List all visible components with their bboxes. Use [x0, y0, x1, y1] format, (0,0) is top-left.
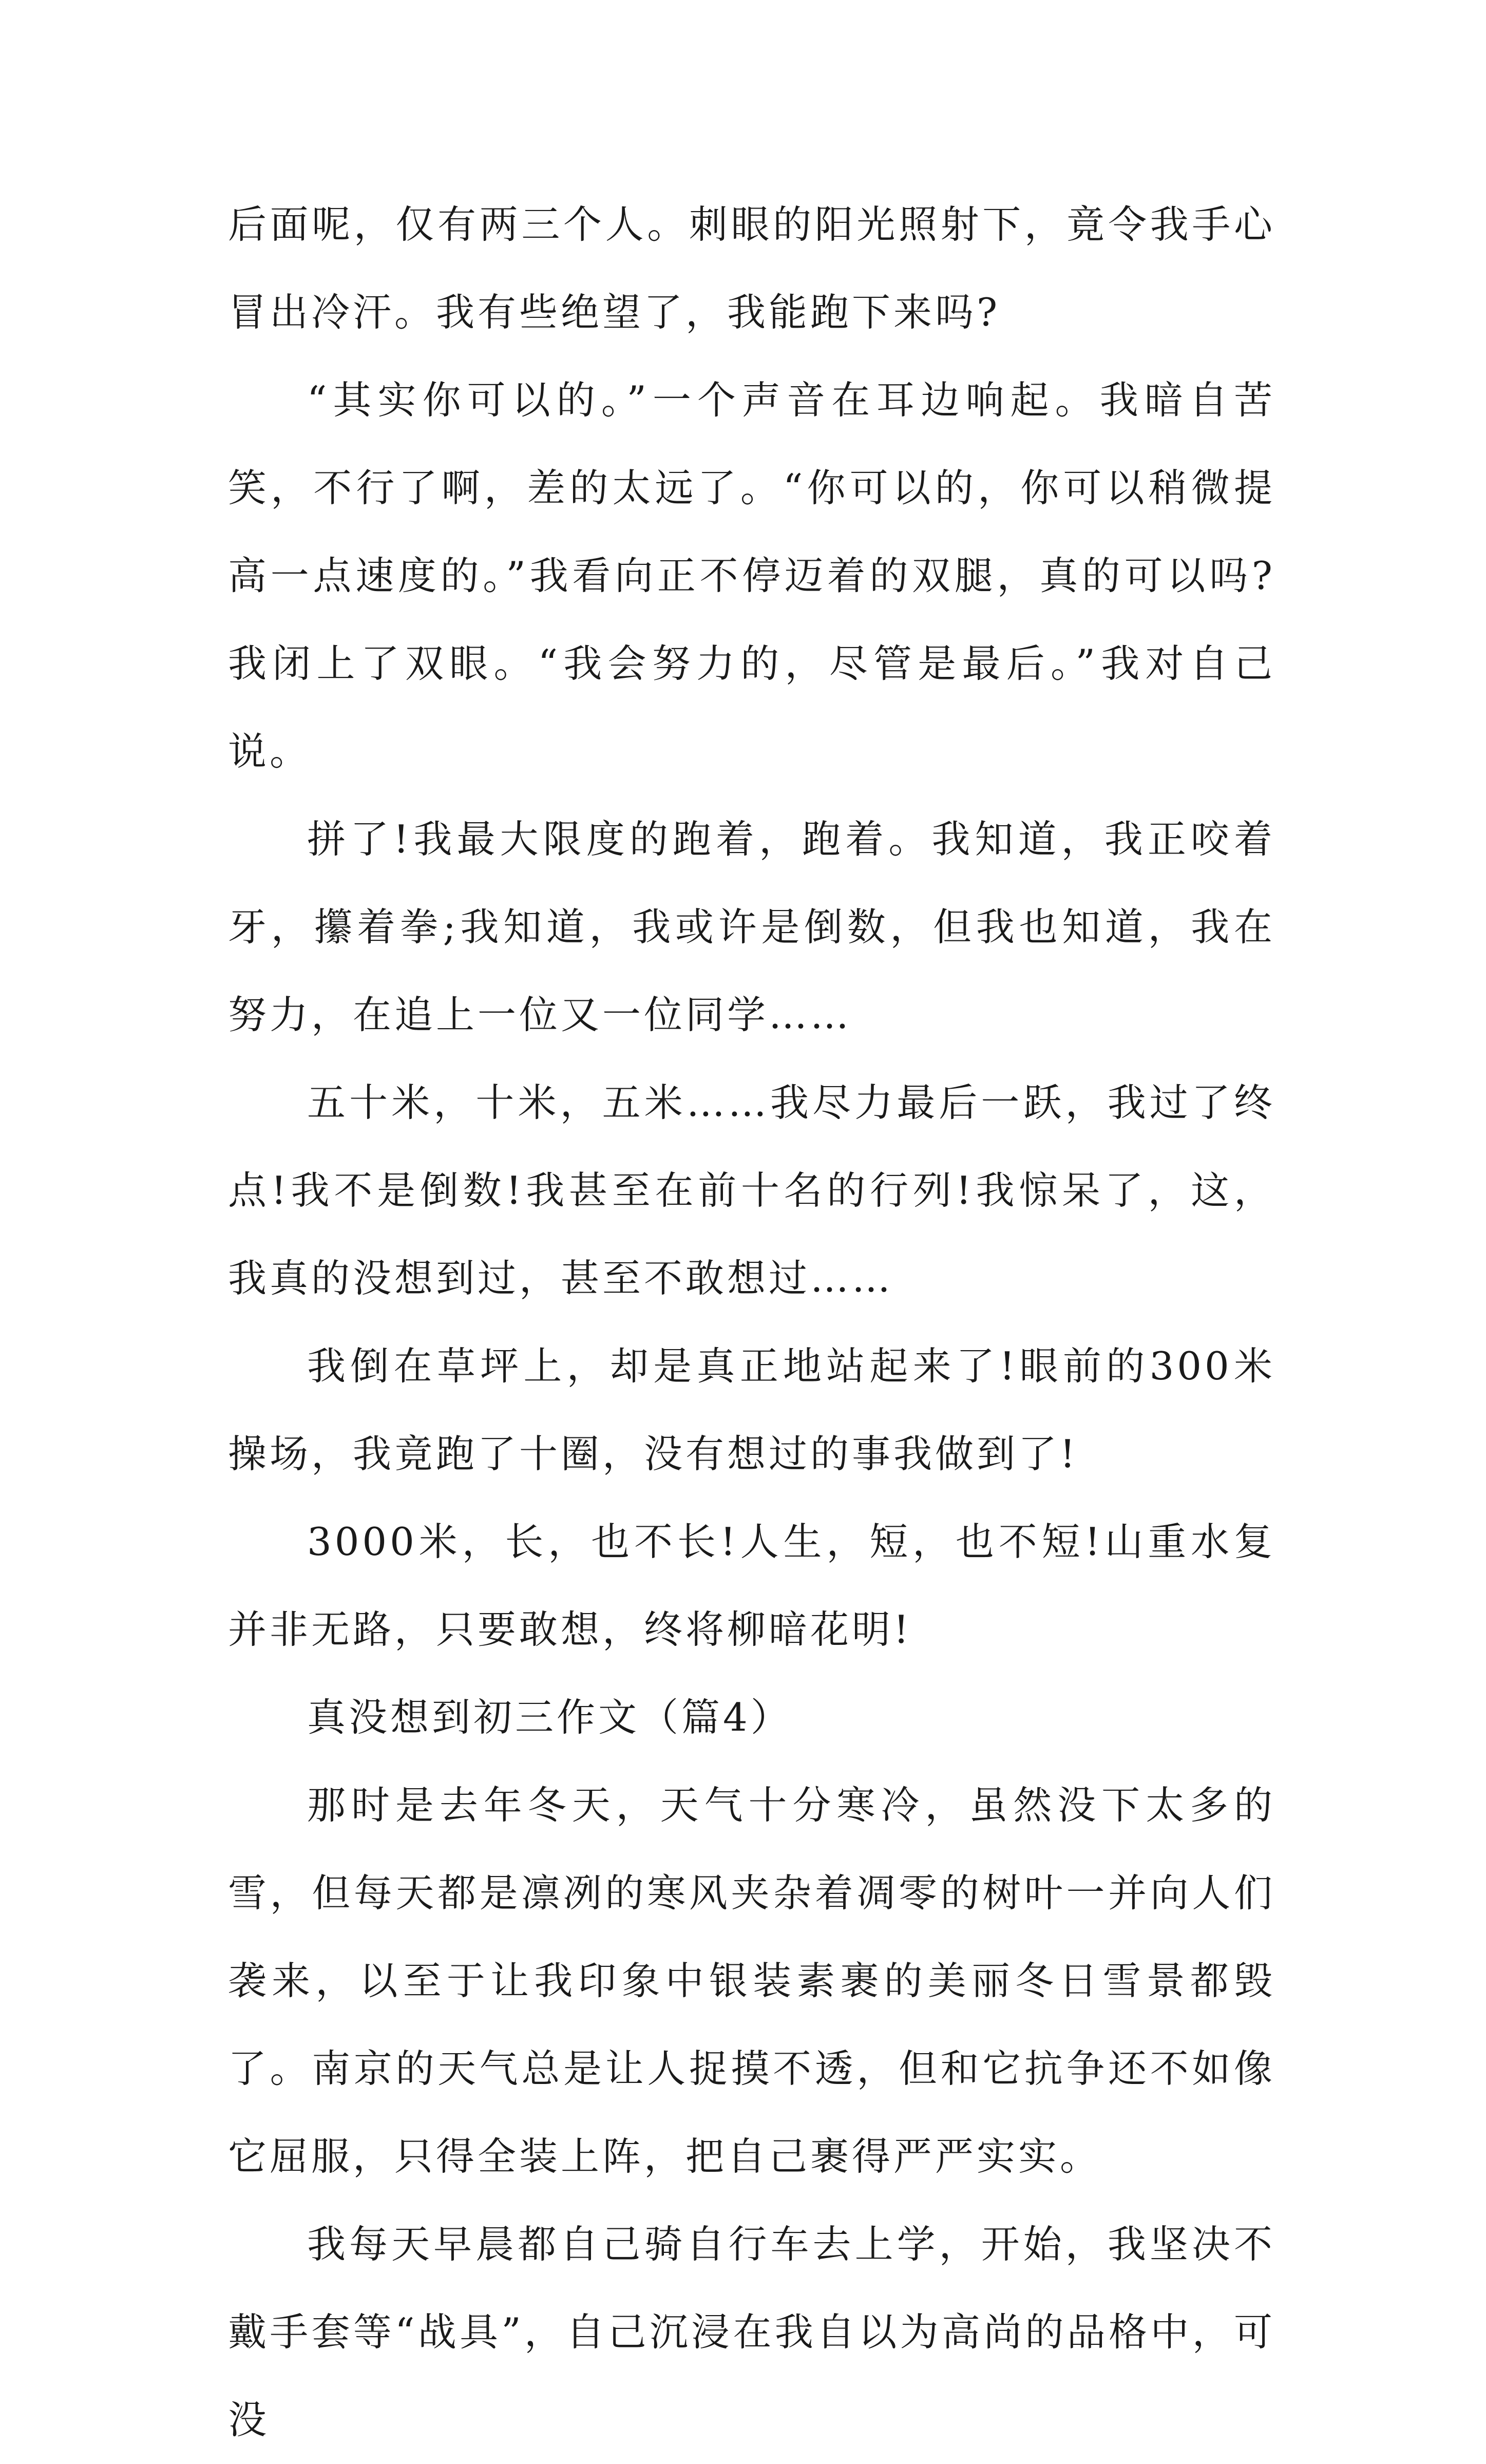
- paragraph-2: “其实你可以的。”一个声音在耳边响起。我暗自苦笑，不行了啊，差的太远了。“你可以的，你可以稍微提高一点速度的。”我看向正不停迈着的双腿，真的可以吗?我闭上了双眼。“我会努力的，尽管是最后。”我对自己说。: [228, 377, 1275, 774]
- paragraph-3: 拼了!我最大限度的跑着，跑着。我知道，我正咬着牙，攥着拳;我知道，我或许是倒数，但我也知道，我在努力，在追上一位又一位同学……: [228, 817, 1275, 1037]
- document-body: [228, 181, 1275, 2464]
- paragraph-9: 我每天早晨都自己骑自行车去上学，开始，我坚决不戴手套等“战具”，自己沉浸在我自以为高尚的品格中，可没: [228, 2222, 1275, 2442]
- paragraph-4: 五十米，十米，五米……我尽力最后一跃，我过了终点!我不是倒数!我甚至在前十名的行列!我惊呆了，这，我真的没想到过，甚至不敢想过……: [228, 1080, 1275, 1301]
- paragraph-8: 那时是去年冬天，天气十分寒冷，虽然没下太多的雪，但每天都是凛冽的寒风夹杂着凋零的树叶一并向人们袭来，以至于让我印象中银装素裹的美丽冬日雪景都毁了。南京的天气总是让人捉摸不透，但和它抗争还不如像它屈服，只得全装上阵，把自己裹得严严实实。: [228, 1783, 1275, 2179]
- paragraph-6: 3000米，长，也不长!人生，短，也不短!山重水复并非无路，只要敢想，终将柳暗花明!: [228, 1519, 1275, 1652]
- section-heading: 真没想到初三作文（篇4）: [307, 1695, 792, 1740]
- paragraph-5: 我倒在草坪上，却是真正地站起来了!眼前的300米操场，我竟跑了十圈，没有想过的事我做到了!: [228, 1343, 1275, 1476]
- paragraph-1: 后面呢，仅有两三个人。刺眼的阳光照射下，竟令我手心冒出冷汗。我有些绝望了，我能跑下来吗?: [228, 202, 1275, 335]
